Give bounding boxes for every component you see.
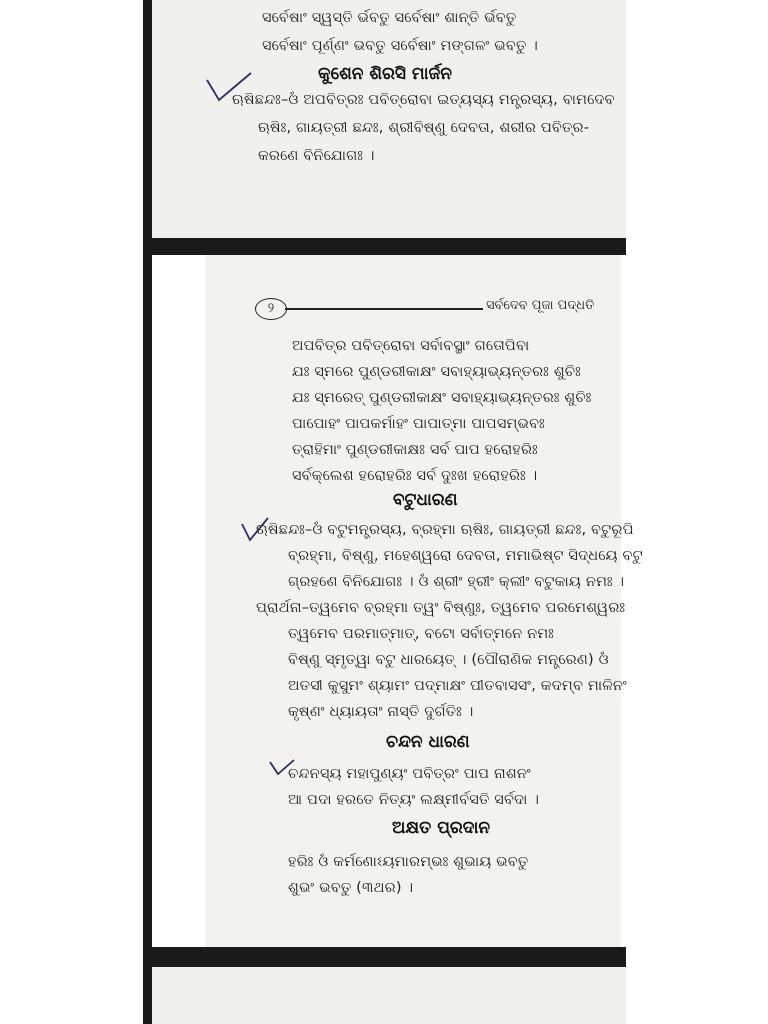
- bottom-page-scan: [152, 967, 626, 1024]
- body-line: ଶୁଭଂ ଭବତୁ (୩ଥର) ।: [288, 880, 414, 896]
- body-line: କରଣେ ବିନିଯୋଗଃ ।: [258, 148, 375, 164]
- body-line: ତ୍ୱମେବ ପରମାତ୍ମାତ୍, ବଟୋ ସର୍ବାତ୍ମନେ ନମଃ: [288, 626, 555, 642]
- verse-line: ସର୍ବକ୍ଲେଶ ହରୋହରିଃ ସର୍ବ ଦୁଃଖ ହରୋହରିଃ ।: [292, 468, 538, 484]
- header-rule: [285, 308, 483, 310]
- body-line: ଋଷିଃ, ଗାୟତ୍ରୀ ଛନ୍ଦଃ, ଶ୍ରୀବିଷ୍ଣୁ ଦେବତା, ଶରୀର ପବିତ୍ର-: [258, 120, 590, 136]
- verse-line: ତ୍ରାହିମାଂ ପୁଣ୍ଡରୀକାକ୍ଷଃ ସର୍ବ ପାପ ହରୋହରିଃ: [292, 442, 538, 458]
- page-separator-band: [143, 238, 626, 255]
- body-line: ହରିଃ ଓଁ କର୍ମଣୋଽୟମାରମ୍ଭଃ ଶୁଭାୟ ଭବତୁ: [288, 854, 529, 870]
- verse-line: ଅପବିତ୍ର ପବିତ୍ରୋବା ସର୍ବାବସ୍ଥାଂ ଗତୋପିବା: [292, 338, 530, 354]
- page-number: ୨: [255, 298, 287, 320]
- body-line: ପ୍ରାର୍ଥନା–ତ୍ୱମେବ ବ୍ରହ୍ମା ତ୍ୱଂ ବିଷ୍ଣୁଃ, ତ୍ୱମେବ ପରମେଶ୍ୱରଃ: [256, 600, 626, 616]
- section-heading: ଚନ୍ଦନ ଧାରଣ: [386, 732, 470, 752]
- body-line: ଆ ପଦା ହରତେ ନିତ୍ୟଂ ଲକ୍ଷ୍ମୀର୍ବସତି ସର୍ବଦା ।: [288, 792, 540, 808]
- body-line: ଗ୍ରହଣେ ବିନିଯୋଗଃ । ଓଁ ଶ୍ରୀଂ ହ୍ରୀଂ କ୍ଲୀଂ ବଟୁକାୟ ନମଃ ।: [288, 574, 625, 590]
- section-heading: କୁଶେନ ଶିରସି ମାର୍ଜନ: [318, 64, 452, 84]
- verse-line: ସର୍ବେଷାଂ ସ୍ୱସ୍ତି ର୍ଭବତୁ ସର୍ବେଷାଂ ଶାନ୍ତି ର୍ଭବତୁ: [262, 10, 517, 26]
- page-separator-band: [143, 947, 626, 967]
- body-line: ବ୍ରହ୍ମା, ବିଷ୍ଣୁ, ମହେଶ୍ୱରୋ ଦେବତା, ମମାଭିଷ୍ଟ ସିଦ୍ଧୟେ ବଟୁ: [288, 548, 643, 564]
- verse-line: ଯଃ ସ୍ମରେ ପୁଣ୍ଡରୀକାକ୍ଷଂ ସବାହ୍ୟାଭ୍ୟନ୍ତରଃ ଶୁଚିଃ: [292, 364, 581, 380]
- body-line: ଋଷିଛନ୍ଦଃ–ଓଁ ଅପବିତ୍ରଃ ପବିତ୍ରୋବା ଇତ୍ୟସ୍ୟ ମନ୍ତ୍ରସ୍ୟ, ବାମଦେବ: [232, 92, 615, 108]
- body-line: ବିଷ୍ଣୁ ସ୍ମୃତ୍ୱା ବଟୁ ଧାରୟେତ୍ । (ପୌରାଣିକ ମନ୍ତ୍ରେଣ) ଓଁ: [288, 652, 609, 668]
- binding-spine: [143, 0, 152, 1024]
- section-heading: ଅକ୍ଷତ ପ୍ରଦାନ: [392, 818, 491, 838]
- running-head: ସର୍ବଦେବ ପୂଜା ପଦ୍ଧତି: [486, 298, 595, 313]
- page-margin: [152, 255, 205, 947]
- section-heading: ବଟୁଧାରଣ: [393, 490, 458, 510]
- body-line: ଅତସୀ କୁସୁମଂ ଶ୍ୟାମଂ ପଦ୍ମାକ୍ଷଂ ପୀତବାସସଂ, କଦମ୍ବ ମାଳିନଂ: [288, 678, 627, 694]
- body-line: ଚନ୍ଦନସ୍ୟ ମହାପୁଣ୍ୟଂ ପବିତ୍ରଂ ପାପ ନାଶନଂ: [288, 766, 531, 782]
- body-line: ଋଷିଛନ୍ଦଃ–ଓଁ ବଟୁମନ୍ତ୍ରସ୍ୟ, ବ୍ରହ୍ମା ଋଷିଃ, ଗାୟତ୍ରୀ ଛନ୍ଦଃ, ବଟୁରୂପି: [256, 522, 634, 538]
- body-line: କୃଷ୍ଣଂ ଧ୍ୟାୟତାଂ ନାସ୍ତି ଦୁର୍ଗତିଃ ।: [288, 704, 474, 720]
- verse-line: ସର୍ବେଷାଂ ପୂର୍ଣ୍ଣଂ ଭବତୁ ସର୍ବେଷାଂ ମଙ୍ଗଳଂ ଭବତୁ ।: [262, 38, 539, 54]
- verse-line: ପାପୋହଂ ପାପକର୍ମାହଂ ପାପାତ୍ମା ପାପସମ୍ଭବଃ: [292, 416, 545, 432]
- verse-line: ଯଃ ସ୍ମରେତ୍ ପୁଣ୍ଡରୀକାକ୍ଷଂ ସବାହ୍ୟାଭ୍ୟନ୍ତରଃ ଶୁଚିଃ: [292, 390, 592, 406]
